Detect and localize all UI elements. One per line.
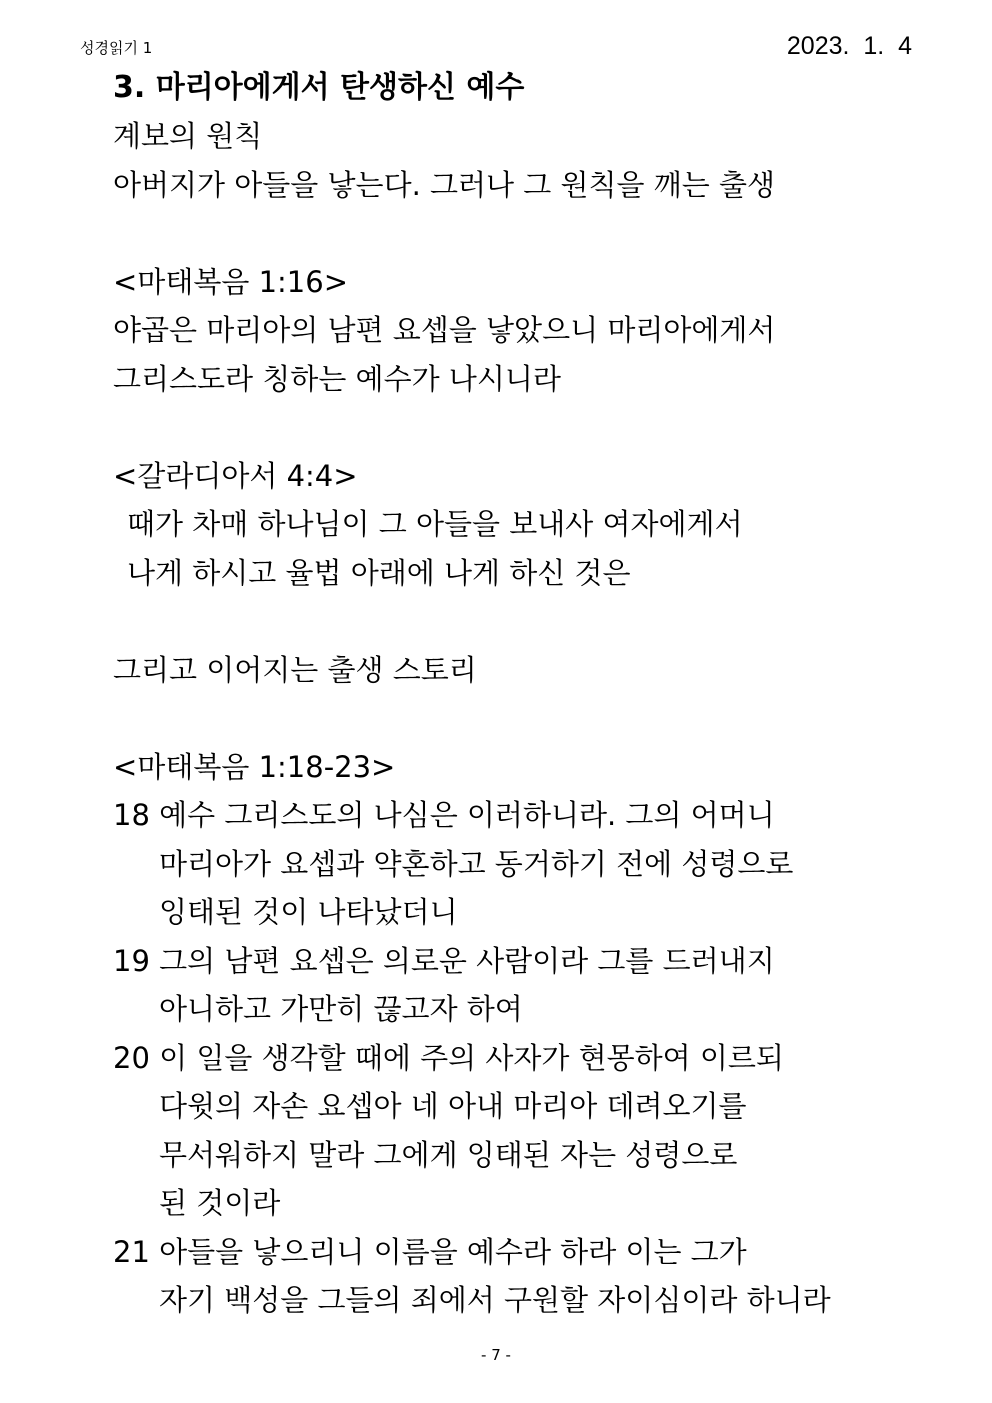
- verse-continuation: 다윗의 자손 요셉아 네 아내 마리아 데려오기를: [159, 1089, 747, 1123]
- verse-21: [113, 1228, 933, 1325]
- verse-text: 아들을 낳으리니 이름을 예수라 하라 이는 그가: [159, 1234, 747, 1269]
- verse-text: 그의 남편 요셉은 의로운 사람이라 그를 드러내지: [159, 943, 775, 978]
- blank-line: [113, 597, 933, 646]
- verse-continuation: 무서워하지 말라 그에게 잉태된 자는 성령으로: [159, 1137, 738, 1172]
- scripture-line: 야곱은 마리아의 남편 요셉을 낳았으니 마리아에게서: [113, 313, 776, 347]
- blank-line: [113, 403, 933, 452]
- page-title: 3. 마리아에게서 탄생하신 예수: [113, 70, 525, 105]
- verse-20: [113, 1034, 933, 1228]
- scripture-reference: <마태복음 1:16>: [113, 264, 348, 299]
- verse-number: 21: [113, 1234, 150, 1269]
- scripture-reference: <갈라디아서 4:4>: [113, 458, 358, 493]
- scripture-line: 그리스도라 칭하는 예수가 나시니라: [113, 361, 561, 396]
- verse-first-line: [113, 1228, 933, 1277]
- verse-18: [113, 791, 933, 937]
- verse-continuation: 자기 백성을 그들의 죄에서 구원할 자이심이라 하니라: [159, 1283, 831, 1317]
- verse-continuation: 잉태된 것이 나타났더니: [159, 895, 458, 929]
- page-number: - 7 -: [481, 1346, 511, 1364]
- header-section-label: 성경읽기 1: [80, 39, 153, 57]
- verse-first-line: [113, 791, 933, 840]
- verse-text: 예수 그리스도의 나심은 이러하니라. 그의 어머니: [159, 798, 775, 832]
- verse-number: 19: [113, 943, 150, 978]
- intro-line: 아버지가 아들을 낳는다. 그러나 그 원칙을 깨는 출생: [113, 167, 776, 202]
- scripture-line: 때가 차매 하나님이 그 아들을 보내사 여자에게서: [127, 507, 743, 541]
- intro-line: 계보의 원칙: [113, 119, 263, 153]
- document-body: [113, 112, 933, 1325]
- verse-number: 18: [113, 798, 150, 832]
- scripture-line: 나게 하시고 율법 아래에 나게 하신 것은: [127, 555, 631, 590]
- verse-number: 20: [113, 1040, 150, 1075]
- verse-continuation: 된 것이라: [159, 1186, 281, 1220]
- verse-text: 이 일을 생각할 때에 주의 사자가 현몽하여 이르되: [159, 1040, 784, 1075]
- blank-line: [113, 209, 933, 258]
- verse-19: [113, 937, 933, 1034]
- verse-first-line: [113, 937, 933, 986]
- scripture-reference: <마태복음 1:18-23>: [113, 749, 396, 784]
- verse-continuation: 마리아가 요셉과 약혼하고 동거하기 전에 성령으로: [159, 846, 794, 881]
- header-date: 2023. 1. 4: [786, 32, 912, 60]
- blank-line: [113, 694, 933, 743]
- transition-text: 그리고 이어지는 출생 스토리: [113, 652, 477, 687]
- verse-first-line: [113, 1034, 933, 1083]
- verse-continuation: 아니하고 가만히 끊고자 하여: [159, 992, 523, 1026]
